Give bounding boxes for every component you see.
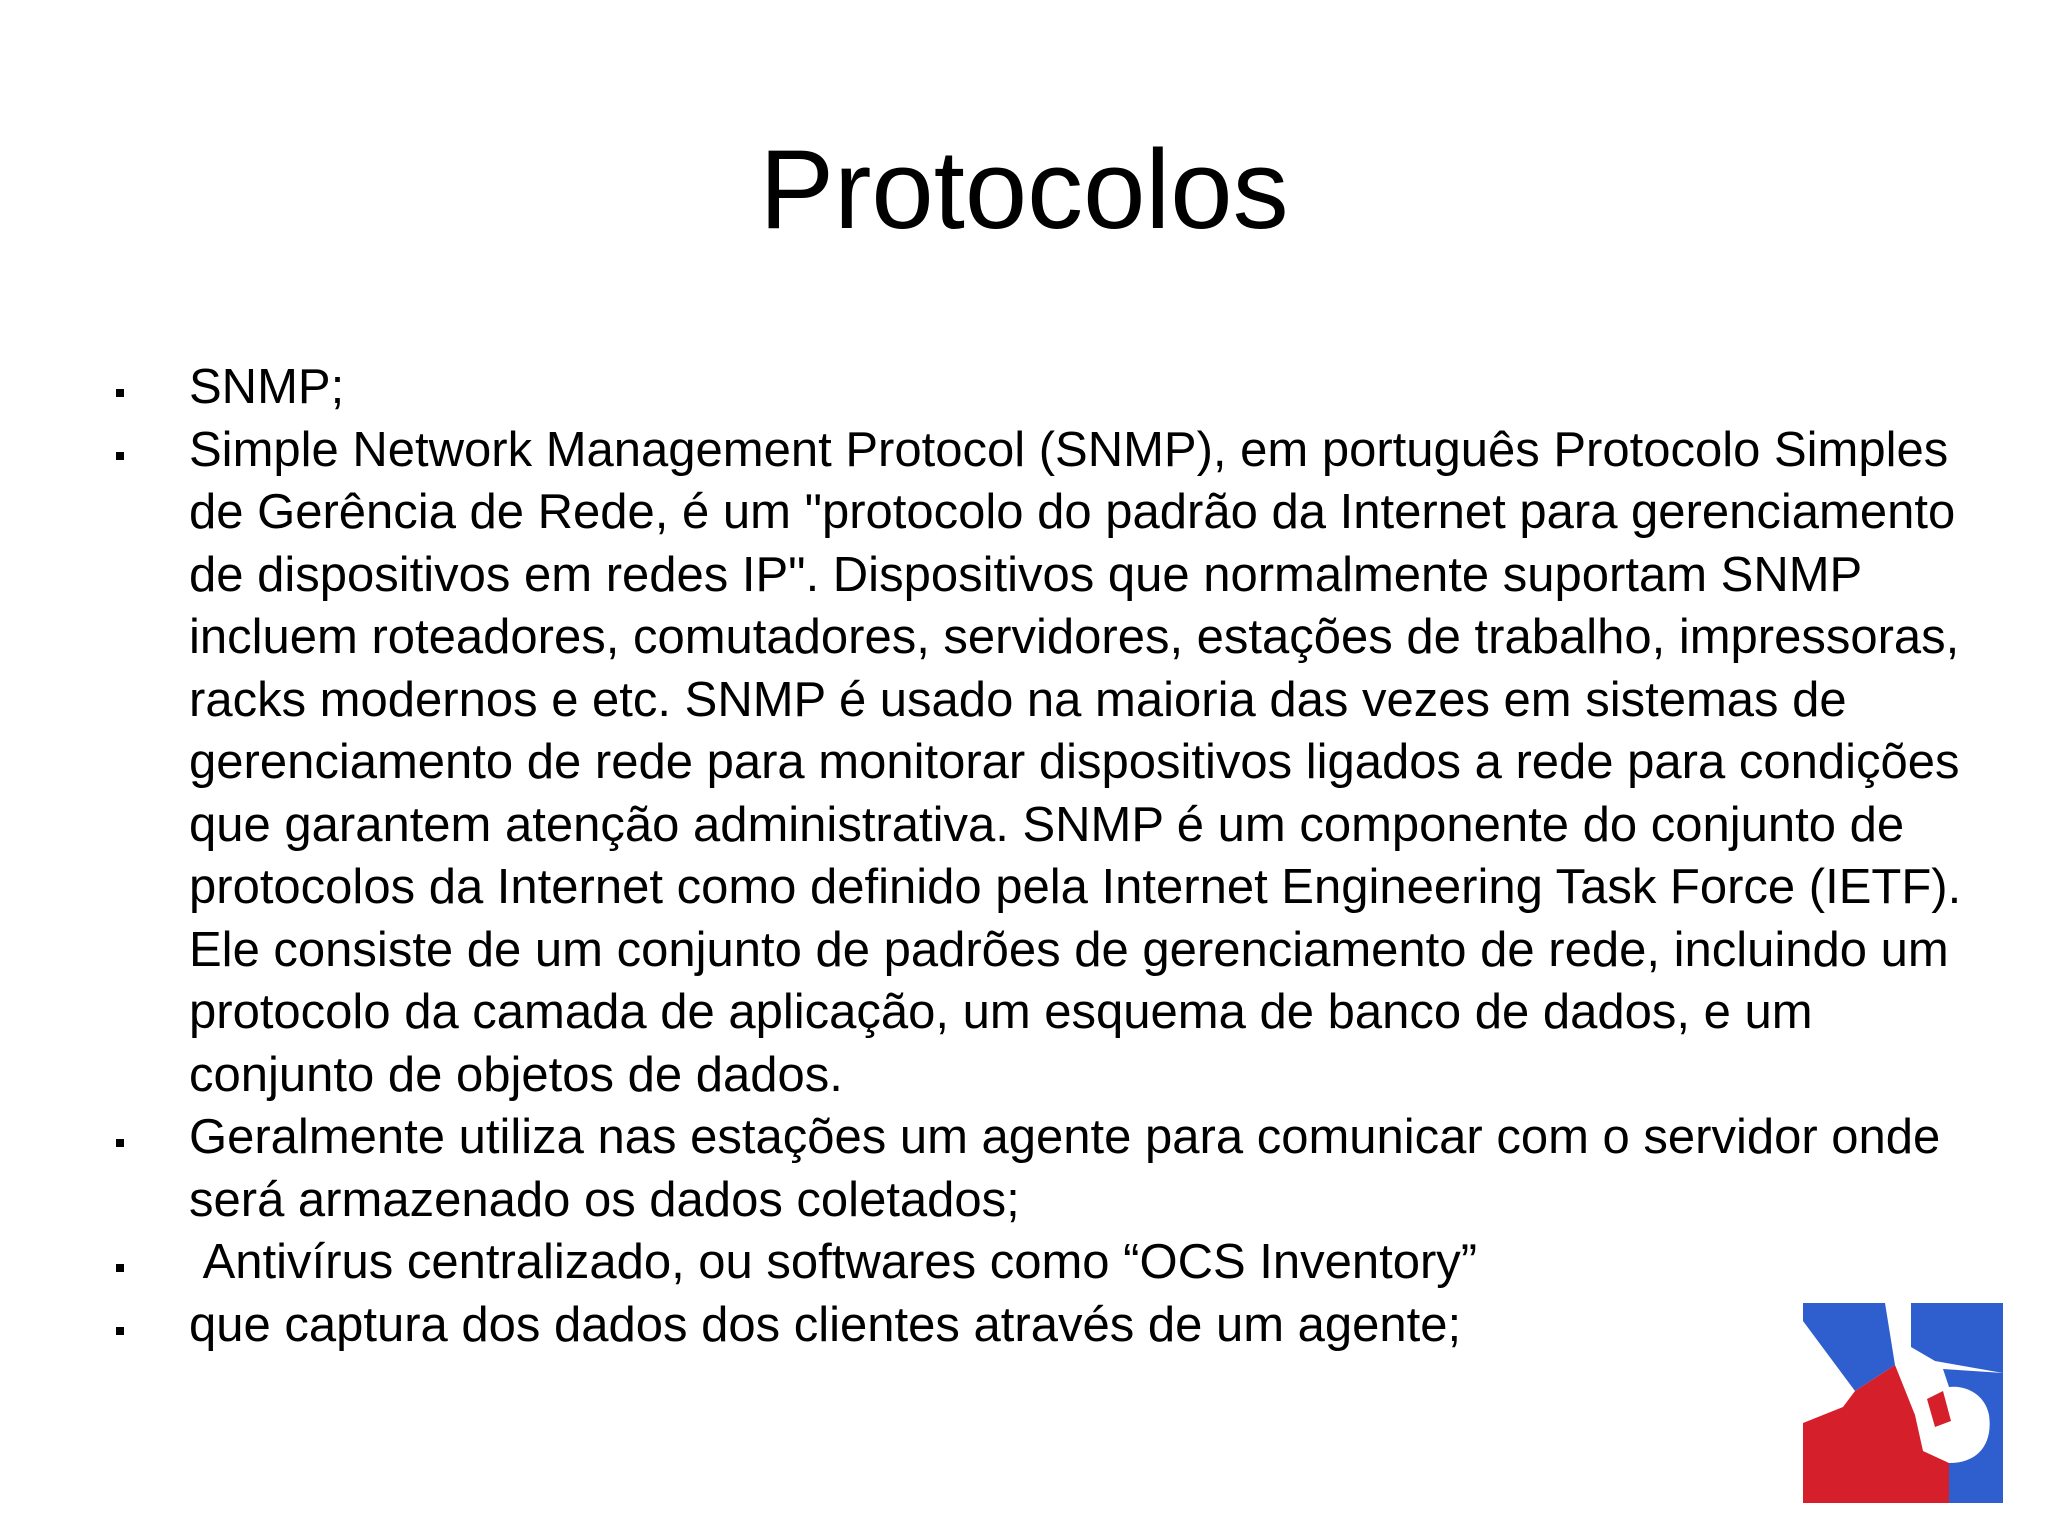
- bullet-item-snmp: [115, 356, 1995, 419]
- square-bullet-icon: [115, 1106, 189, 1169]
- square-bullet-icon: [115, 356, 189, 419]
- bullet-text: Geralmente utiliza nas estações um agente para comunicar com o servidor onde será armazenado os dados coletados;: [189, 1110, 1954, 1227]
- bullet-item-antivirus: [115, 1231, 1995, 1294]
- square-bullet-icon: [115, 1294, 189, 1357]
- bullet-text: Antivírus centralizado, ou softwares como “OCS Inventory”: [189, 1235, 1478, 1289]
- slide-title: Protocolos: [759, 127, 1289, 252]
- bullet-text: SNMP;: [189, 360, 345, 414]
- bullet-text: que captura dos dados dos clientes através de um agente;: [189, 1297, 1462, 1352]
- bullet-list: [115, 356, 1995, 1356]
- bullet-item-snmp-description: [115, 419, 1995, 1107]
- bullet-text: Simple Network Management Protocol (SNMP), em português Protocolo Simples de Gerência de Rede, é um "protocolo do padrão da Internet para gerenciamento de dispositivos em redes IP". Dispositivos que normalmente suportam SNMP incluem roteadores, comutadores, servidores, estações de trabalho, impressoras, racks modernos e etc. SNMP é usado na maioria das vezes em sistemas de gerenciamento de rede para monitorar dispositivos ligados a rede para condições que garantem atenção administrativa. SNMP é um componente do conjunto de protocolos da Internet como definido pela Internet Engineering Task Force (IETF). Ele consiste de um conjunto de padrões de gerenciamento de rede, incluindo um protocolo da camada de aplicação, um esquema de banco de dados, e um conjunto de objetos de dados.: [189, 422, 1975, 1102]
- bullet-item-capture: [115, 1294, 1995, 1357]
- square-bullet-icon: [115, 419, 189, 482]
- square-bullet-icon: [115, 1231, 189, 1294]
- bullet-item-agent: [115, 1106, 1995, 1231]
- mc-logo-icon: [1803, 1303, 2003, 1503]
